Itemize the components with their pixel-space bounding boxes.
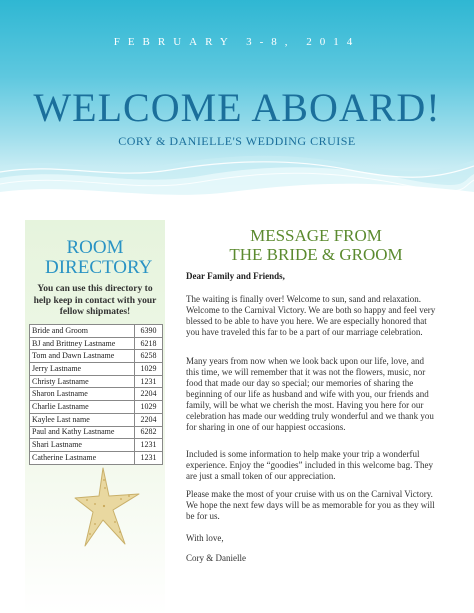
table-row xyxy=(30,439,163,452)
guest-name-cell: Tom and Dawn Lastname xyxy=(30,350,135,363)
room-directory-blurb: You can use this directory to help keep in contact with your fellow shipmates! xyxy=(33,284,157,317)
message-paragraph: Please make the most of your cruise with us on the Carnival Victory. We hope the next few days will be as memorable for you as they will be for us. xyxy=(186,489,435,521)
table-row xyxy=(30,337,163,350)
room-number-cell: 2204 xyxy=(135,413,163,426)
guest-name-cell: Bride and Groom xyxy=(30,325,135,338)
table-row xyxy=(30,363,163,376)
room-number-cell: 6282 xyxy=(135,426,163,439)
guest-name-cell: Shari Lastname xyxy=(30,439,135,452)
guest-name-cell: Catherine Lastname xyxy=(30,451,135,464)
message-title xyxy=(186,226,446,264)
room-number-cell: 1029 xyxy=(135,401,163,414)
guest-name-cell: Paul and Kathy Lastname xyxy=(30,426,135,439)
page-subtitle: CORY & DANIELLE'S WEDDING CRUISE xyxy=(118,134,356,148)
signoff: With love, xyxy=(186,533,224,543)
room-directory-title xyxy=(25,238,165,278)
table-row xyxy=(30,375,163,388)
guest-name-cell: Jerry Lastname xyxy=(30,363,135,376)
message-paragraph: Included is some information to help make your trip a wonderful experience. Enjoy the “goodies” included in this welcome bag. They are just a small token of our appreciation. xyxy=(186,449,434,481)
message-paragraph: Many years from now when we look back upon our life, love, and this time, we will remember that it was not the flowers, music, nor food that made our day so special; our memories of sharing the beginning of our life as husband and wife with you, our friends and family, will be what we cherish the most. Having you here for our celebration has made our wedding truly wonderful and we thank you for sharing in one of our happiest occasions. xyxy=(186,356,434,432)
cruise-date: FEBRUARY 3-8, 2014 xyxy=(113,36,361,48)
room-number-cell: 1231 xyxy=(135,375,163,388)
table-row xyxy=(30,413,163,426)
page-title: WELCOME ABOARD! xyxy=(33,85,441,130)
table-row xyxy=(30,325,163,338)
table-row xyxy=(30,350,163,363)
greeting: Dear Family and Friends, xyxy=(186,271,285,281)
room-number-cell: 1231 xyxy=(135,439,163,452)
room-directory-panel xyxy=(25,220,165,613)
table-row xyxy=(30,401,163,414)
header-banner xyxy=(0,0,474,218)
room-number-cell: 1029 xyxy=(135,363,163,376)
signature: Cory & Danielle xyxy=(186,553,246,563)
room-number-cell: 1231 xyxy=(135,451,163,464)
room-number-cell: 2204 xyxy=(135,388,163,401)
table-row xyxy=(30,426,163,439)
table-row xyxy=(30,451,163,464)
message-title-line-1: MESSAGE FROM xyxy=(250,226,382,245)
guest-name-cell: Kaylee Last name xyxy=(30,413,135,426)
guest-name-cell: Charlie Lastname xyxy=(30,401,135,414)
room-number-cell: 6258 xyxy=(135,350,163,363)
message-title-line-2: THE BRIDE & GROOM xyxy=(229,245,403,264)
starfish-icon xyxy=(73,466,143,548)
guest-name-cell: BJ and Brittney Lastname xyxy=(30,337,135,350)
room-directory-title-text: ROOM DIRECTORY xyxy=(45,237,153,278)
guest-name-cell: Sharon Lastname xyxy=(30,388,135,401)
wave-decoration xyxy=(0,148,474,218)
table-row xyxy=(30,388,163,401)
guest-name-cell: Christy Lastname xyxy=(30,375,135,388)
room-number-cell: 6218 xyxy=(135,337,163,350)
room-number-cell: 6390 xyxy=(135,325,163,338)
room-directory-table xyxy=(29,324,163,465)
message-paragraph: The waiting is finally over! Welcome to sun, sand and relaxation. Welcome to the Carnival Victory. We are both so happy and feel very blessed to be able to have you here. We are especially honored that you have traveled this far to be a part of our marriage celebration. xyxy=(186,294,436,337)
